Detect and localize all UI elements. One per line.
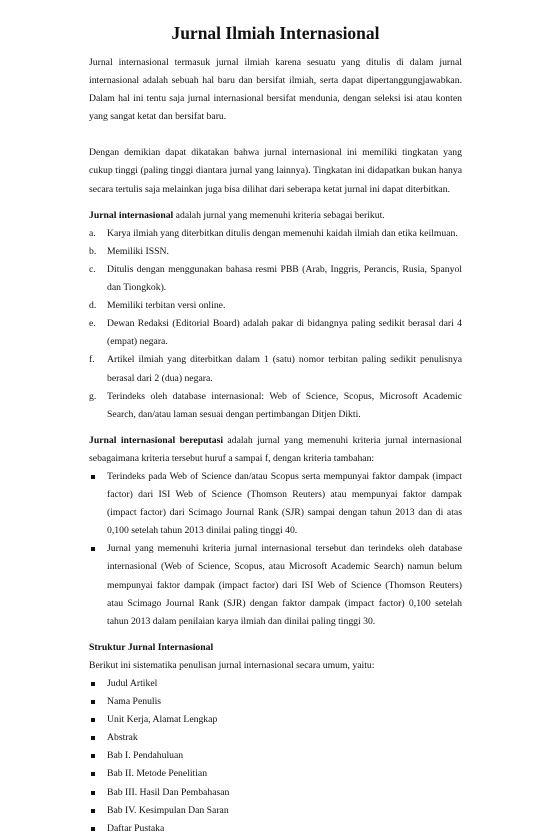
list-item-text: Jurnal yang memenuhi kriteria jurnal internasional tersebut dan terindeks oleh database internasional (Web of Science, Scopus, atau Microsoft Academic Search) namun belum mempunyai faktor dampak (impact factor) dari ISI Web of Science (Thomson Reuters) atau Scimago Journal Rank (SJR) dengan faktor dampak (impact factor) 0,100 setelah tahun 2013 dalam penilaian karya ilmiah dan dinilai paling tinggi 30. (107, 543, 462, 627)
section-structure-lead: Berikut ini sistematika penulisan jurnal internasional secara umum, yaitu: (89, 659, 375, 671)
list-item (89, 765, 462, 783)
list-item-text: Bab II. Metode Penelitian (107, 768, 208, 780)
list-marker: a. (89, 227, 96, 239)
list-item (89, 225, 462, 243)
list-item (89, 468, 462, 540)
list-item (89, 729, 462, 747)
list-item (89, 747, 462, 765)
list-item (89, 243, 462, 261)
section-international-lead: adalah jurnal yang memenuhi kriteria sebagai berikut. (173, 209, 385, 221)
structure-list (89, 675, 462, 838)
list-item-text: Unit Kerja, Alamat Lengkap (107, 714, 218, 726)
square-bullet-icon (91, 682, 95, 686)
list-marker: f. (89, 354, 95, 366)
square-bullet-icon (91, 475, 95, 479)
list-item-text: Artikel ilmiah yang diterbitkan dalam 1 (satu) nomor terbitan paling sedikit penulisnya berasal dari 2 (dua) negara. (107, 354, 462, 384)
criteria-list (89, 225, 462, 424)
list-item (89, 351, 462, 387)
square-bullet-icon (91, 718, 95, 722)
square-bullet-icon (91, 736, 95, 740)
term-jurnal-bereputasi: Jurnal internasional bereputasi (89, 434, 224, 446)
list-item (89, 388, 462, 424)
list-item (89, 711, 462, 729)
list-marker: e. (89, 318, 96, 330)
list-item-text: Terindeks pada Web of Science dan/atau Scopus serta mempunyai faktor dampak (impact factor) dari ISI Web of Science (Thomson Reuters) atau mempunyai faktor dampak (impact factor) dari Scimago Journal Rank (SJR) sampai dengan tahun 2013 dan di atas 0,100 setelah tahun 2013 dinilai paling tinggi 40. (107, 470, 462, 537)
list-item-text: Memiliki ISSN. (107, 245, 169, 257)
square-bullet-icon (91, 754, 95, 758)
list-item-text: Karya ilmiah yang diterbitkan ditulis dengan memenuhi kaidah ilmiah dan etika keilmuan. (107, 227, 458, 239)
list-item-text: Ditulis dengan menggunakan bahasa resmi PBB (Arab, Inggris, Perancis, Rusia, Spanyol dan Tiongkok). (107, 263, 462, 294)
list-item-text: Terindeks oleh database internasional: Web of Science, Scopus, Microsoft Academic Search, dan/atau laman sesuai dengan pertimbangan Ditjen Dikti. (107, 390, 462, 420)
square-bullet-icon (91, 772, 95, 776)
intro-paragraph-2: Dengan demikian dapat dikatakan bahwa jurnal internasional ini memiliki tingkatan yang cukup tinggi (paling tinggi diantara jurnal yang lainnya). Tingkatan ini didapatkan bukan hanya secara tertulis saja melainkan juga bisa dilihat dari seberapa ketat jurnal ini dapat diterbitkan. (89, 147, 462, 195)
page-title: Jurnal Ilmiah Internasional (171, 23, 380, 43)
list-item-text: Nama Penulis (107, 696, 162, 708)
square-bullet-icon (91, 791, 95, 795)
list-item (89, 261, 462, 297)
list-item (89, 693, 462, 711)
list-marker: b. (89, 245, 97, 257)
list-item-text: Bab I. Pendahuluan (107, 750, 184, 762)
list-item-text: Daftar Pustaka (107, 822, 165, 834)
section-structure-heading: Struktur Jurnal Internasional (89, 641, 214, 653)
list-item (89, 315, 462, 351)
intro-paragraph-1: Jurnal internasional termasuk jurnal ilmiah karena sesuatu yang ditulis di dalam jurnal internasional adalah sebuah hal baru dan bersifat ilmiah, serta dapat dipertanggungjawabkan. Dalam hal ini tentu saja jurnal internasional bersifat mendunia, dengan seleksi isi atau konten yang sangat ketat dan bersifat baru. (89, 57, 462, 123)
list-item-text: Bab IV. Kesimpulan Dan Saran (107, 804, 229, 816)
list-marker: g. (89, 390, 97, 402)
list-item (89, 802, 462, 820)
section-reputable-intro (89, 432, 462, 468)
list-item-text: Dewan Redaksi (Editorial Board) adalah pakar di bidangnya paling sedikit berasal dari 4 (empat) negara. (107, 318, 462, 348)
list-item-text: Abstrak (107, 732, 138, 744)
square-bullet-icon (91, 700, 95, 704)
list-marker: d. (89, 300, 97, 312)
section-international-intro (89, 207, 462, 225)
list-marker: c. (89, 263, 96, 275)
reputable-criteria-list (89, 468, 462, 631)
list-item-text: Memiliki terbitan versi online. (107, 300, 226, 312)
term-jurnal-internasional: Jurnal internasional (89, 209, 174, 221)
square-bullet-icon (91, 809, 95, 813)
list-item-text: Judul Artikel (107, 678, 158, 689)
list-item (89, 784, 462, 802)
square-bullet-icon (91, 547, 95, 551)
list-item-text: Bab III. Hasil Dan Pembahasan (107, 786, 230, 798)
list-item (89, 297, 462, 315)
list-item (89, 820, 462, 838)
square-bullet-icon (91, 827, 95, 831)
list-item (89, 675, 462, 693)
list-item (89, 540, 462, 630)
section-reputable-lead: adalah jurnal yang memenuhi kriteria jurnal internasional sebagaimana kriteria tersebut huruf a sampai f, dengan kriteria tambahan: (89, 434, 462, 464)
